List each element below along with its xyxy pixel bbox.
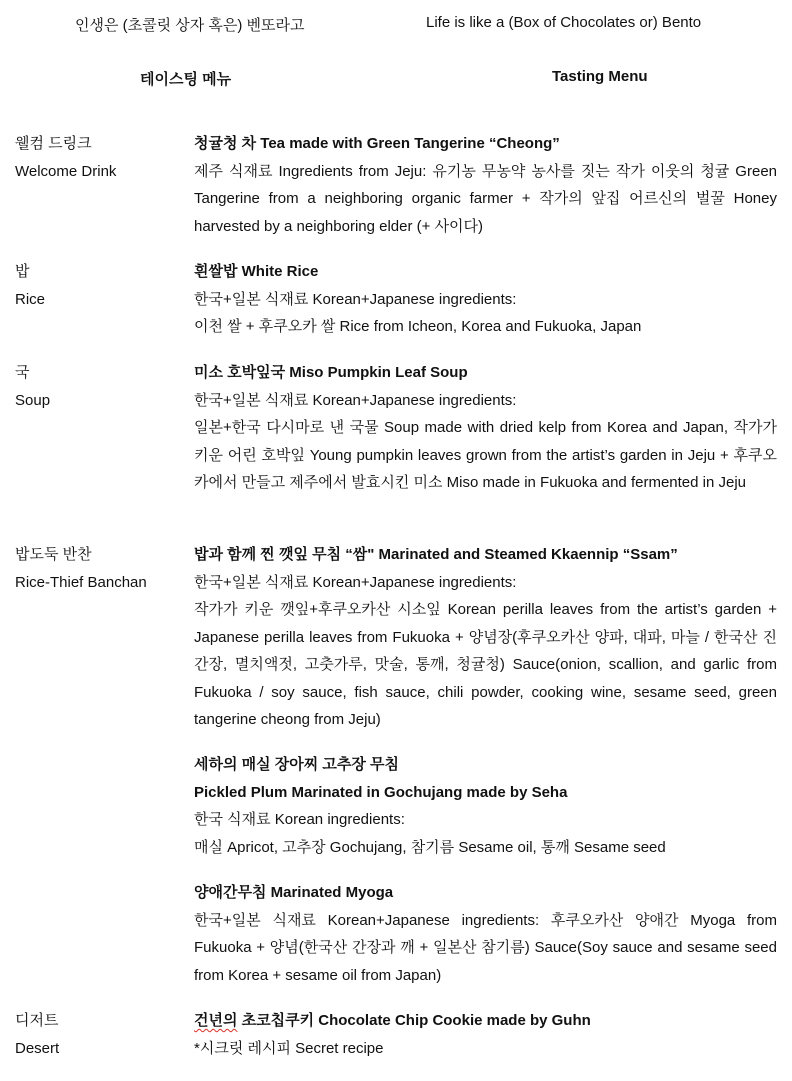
category-english: Rice-Thief Banchan (15, 573, 147, 591)
menu-item (194, 879, 777, 989)
item-description: 제주 식재료 Ingredients from Jeju: 유기농 무농약 농사를 짓는 작가 이웃의 청귤 Green Tangerine from a neighboring organic farmer + 작가의 앞집 어르신의 벌꿀 Honey harvested by a neighboring elder (+ 사이다) (194, 162, 777, 235)
header (0, 14, 792, 36)
item-ingredients-label: 한국 식재료 Korean ingredients: (194, 811, 405, 828)
item-title (194, 1007, 777, 1035)
item-title: 흰쌀밥 White Rice (194, 263, 319, 280)
item-title: 미소 호박잎국 Miso Pumpkin Leaf Soup (194, 364, 468, 381)
category-korean: 웰컴 드링크 (15, 135, 92, 152)
category-english: Soup (15, 391, 51, 409)
subtitle-korean: 테이스팅 메뉴 (140, 71, 232, 88)
menu-item (194, 359, 777, 497)
item-ingredients-label: 한국+일본 식재료 Korean+Japanese ingredients: (194, 290, 517, 308)
item-description: 일본+한국 다시마로 낸 국물 Soup made with dried kelp from Korea and Japan, 작가가 키운 어린 호박잎 Young pumpkin leaves grown from the artist’s garden in Jeju + 후쿠오카에서 만들고 제주에서 발효시킨 미소 Miso made in Fukuoka and fermented in Jeju (194, 419, 777, 491)
item-description: 이천 쌀 + 후쿠오카 쌀 Rice from Icheon, Korea and Fukuoka, Japan (194, 318, 642, 335)
item-description: 한국+일본 식재료 Korean+Japanese ingredients: 후쿠오카산 양애간 Myoga from Fukuoka + 양념(한국산 간장과 깨 + 일본산 참기름) Sauce(Soy sauce and sesame seed from Korea + sesame oil from Japan) (194, 911, 777, 984)
item-ingredients-label: 한국+일본 식재료 Korean+Japanese ingredients: (194, 391, 517, 409)
item-title: 밥과 함께 찐 깻잎 무침 “쌈" Marinated and Steamed Kkaennip “Ssam” (194, 546, 678, 563)
category-english: Welcome Drink (15, 162, 117, 180)
menu-item (194, 130, 777, 240)
category-english: Rice (15, 290, 46, 308)
item-title: 세하의 매실 장아찌 고추장 무침 (194, 756, 400, 773)
spellcheck-flagged-word: 건년의 (194, 1012, 238, 1029)
item-description: *시크릿 레시피 Secret recipe (194, 1039, 384, 1057)
menu-item (194, 1007, 777, 1062)
item-title: 양애간무침 Marinated Myoga (194, 884, 394, 901)
title-korean: 인생은 (초콜릿 상자 혹은) 벤또라고 (75, 17, 305, 34)
category-korean: 디저트 (15, 1012, 59, 1029)
menu-item (194, 751, 777, 861)
category-korean: 국 (15, 364, 30, 381)
item-title-english: Pickled Plum Marinated in Gochujang made by Seha (194, 783, 568, 801)
item-title-rest: 초코칩쿠키 Chocolate Chip Cookie made by Guhn (237, 1012, 591, 1029)
subtitle-english: Tasting Menu (552, 68, 648, 85)
item-description: 작가가 키운 깻잎+후쿠오카산 시소잎 Korean perilla leaves from the artist’s garden + Japanese perilla leaves from Fukuoka + 양념장(후쿠오카산 양파, 대파, 마늘 / 한국산 진간장, 멸치액젓, 고춧가루, 맛술, 통깨, 청귤청) Sauce(onion, scallion, and garlic from Fukuoka / soy sauce, fish sauce, chili powder, cooking wine, sesame seed, green tangerine cheong from Jeju) (194, 601, 777, 728)
item-title: 청귤청 차 Tea made with Green Tangerine “Cheong” (194, 135, 560, 152)
item-ingredients-label: 한국+일본 식재료 Korean+Japanese ingredients: (194, 573, 517, 591)
menu-item (194, 258, 777, 341)
subheader (0, 68, 792, 90)
category-korean: 밥 (15, 263, 30, 280)
title-english: Life is like a (Box of Chocolates or) Bento (426, 14, 702, 31)
menu-item (194, 541, 777, 734)
category-korean: 밥도둑 반찬 (15, 546, 92, 563)
category-english: Desert (15, 1039, 60, 1057)
item-description: 매실 Apricot, 고추장 Gochujang, 참기름 Sesame oil, 통깨 Sesame seed (194, 838, 666, 856)
